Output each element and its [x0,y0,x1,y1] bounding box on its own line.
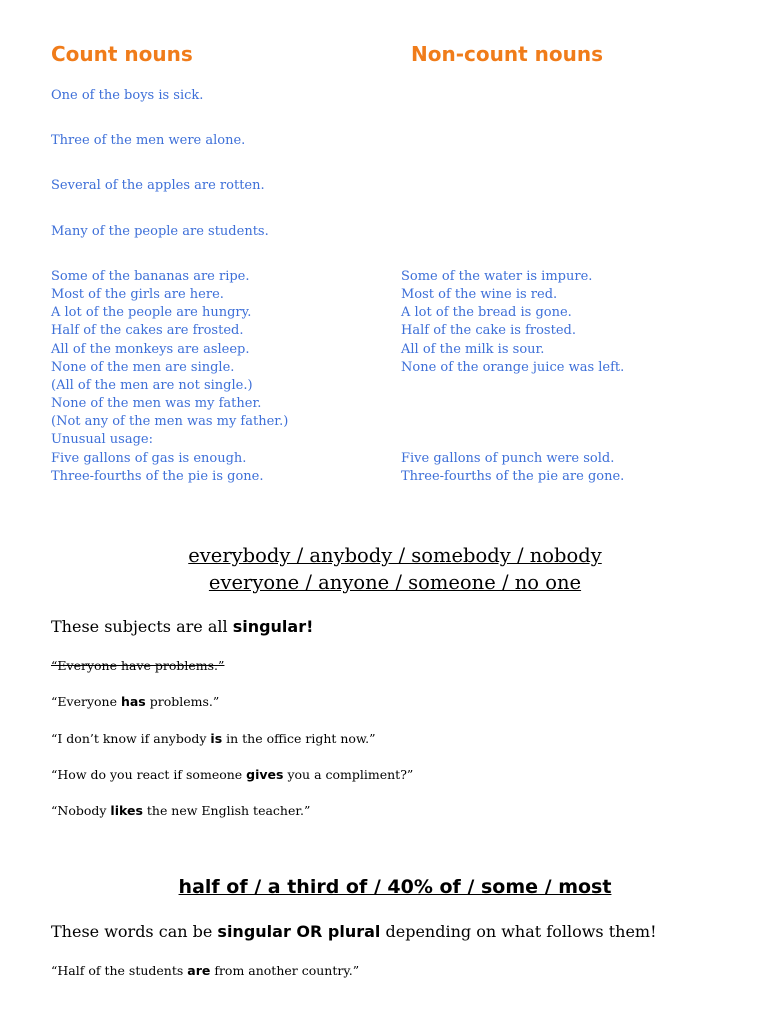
wrong-example: “Everyone have problems.” [51,658,225,673]
statement-text: These words can be [51,922,218,941]
count-example: None of the men was my father. [51,396,262,411]
example-text: you a compliment?” [283,767,414,782]
count-example: Several of the apples are rotten. [51,178,265,193]
count-example: (All of the men are not single.) [51,378,253,393]
count-example: Five gallons of gas is enough. [51,451,247,466]
example-text: in the office right now.” [222,731,376,746]
example-verb: gives [246,767,284,782]
example-sentence [51,803,310,818]
unusual-usage-label: Unusual usage: [51,432,153,447]
count-nouns-title: Count nouns [51,42,193,66]
example-text: problems.” [145,694,220,709]
example-verb: has [120,694,146,709]
example-sentence [51,694,219,709]
example-verb: is [210,731,223,746]
statement-text: These subjects are all [51,617,233,636]
statement-text: depending on what follows them! [380,922,657,941]
singular-or-plural-statement [51,922,657,941]
count-example: Half of the cakes are frosted. [51,323,244,338]
statement-emphasis: singular OR plural [217,922,381,941]
count-example: Most of the girls are here. [51,287,224,302]
noncount-example: Five gallons of punch were sold. [401,451,615,466]
example-text: “Nobody [51,803,111,818]
example-verb: likes [110,803,143,818]
count-example: Many of the people are students. [51,224,269,239]
example-sentence [51,731,376,746]
example-text: the new English teacher.” [142,803,311,818]
count-example: All of the monkeys are asleep. [51,342,250,357]
example-sentence [51,963,359,978]
example-text: “Half of the students [51,963,188,978]
indefinite-pronouns-heading-1: everybody / anybody / somebody / nobody [188,544,602,567]
example-text: from another country.” [210,963,360,978]
singular-statement [51,617,313,636]
example-text: “I don’t know if anybody [51,731,211,746]
example-text: “How do you react if someone [51,767,247,782]
noncount-example: Some of the water is impure. [401,269,593,284]
noncount-example: None of the orange juice was left. [401,360,625,375]
statement-emphasis: singular! [232,617,314,636]
example-sentence [51,767,413,782]
count-example: Three-fourths of the pie is gone. [51,469,264,484]
count-example: Three of the men were alone. [51,133,246,148]
count-example: (Not any of the men was my father.) [51,414,289,429]
noncount-example: All of the milk is sour. [401,342,545,357]
quantifiers-heading: half of / a third of / 40% of / some / most [178,876,612,898]
example-verb: are [187,963,211,978]
example-text: “Everyone [51,694,121,709]
noncount-example: Three-fourths of the pie are gone. [401,469,625,484]
noncount-example: Half of the cake is frosted. [401,323,576,338]
indefinite-pronouns-heading-2: everyone / anyone / someone / no one [208,571,582,594]
noncount-example: Most of the wine is red. [401,287,558,302]
count-example: A lot of the people are hungry. [51,305,252,320]
count-example: None of the men are single. [51,360,235,375]
noncount-example: A lot of the bread is gone. [401,305,572,320]
count-example: Some of the bananas are ripe. [51,269,250,284]
count-example: One of the boys is sick. [51,88,204,103]
noncount-nouns-title: Non-count nouns [411,42,603,66]
